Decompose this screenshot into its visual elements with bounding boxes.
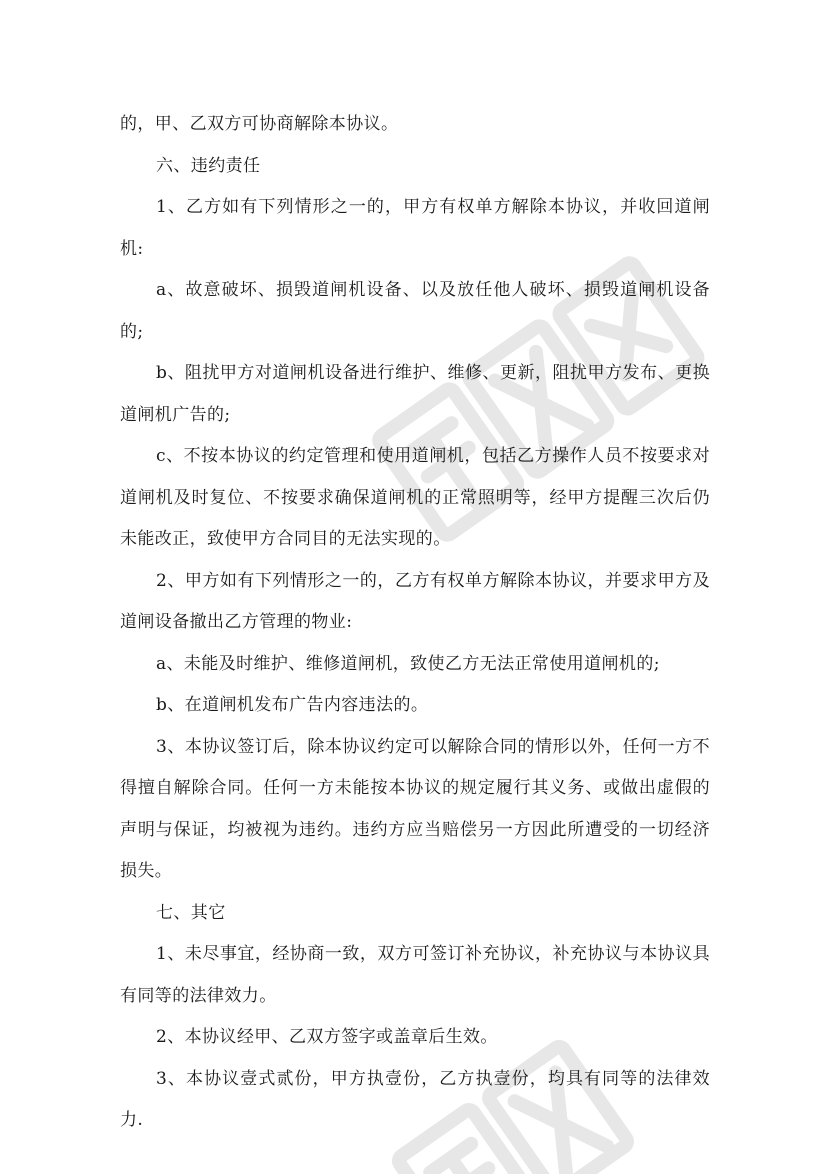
clause-2a: a、未能及时维护、维修道闸机，致使乙方无法正常使用道闸机的; [156,653,660,674]
clause-1: 1、乙方如有下列情形之一的，甲方有权单方解除本协议，并收回道闸机: [120,197,710,259]
clause-1c: c、不按本协议的约定管理和使用道闸机，包括乙方操作人员不按要求对道闸机及时复位、不按要求确保道闸机的正常照明等，经甲方提醒三次后仍未能改正，致使甲方合同目的无法实现的。 [120,446,710,549]
clause-1b: b、阻扰甲方对道闸机设备进行维护、维修、更新，阻扰甲方发布、更换道闸机广告的; [120,363,710,425]
other-clause-1: 1、未尽事宜，经协商一致，双方可签订补充协议，补充协议与本协议具有同等的法律效力。 [120,944,710,1006]
document-body [120,104,710,1142]
section-heading-breach-liability: 六、违约责任 [156,155,261,176]
clause-2b: b、在道闸机发布广告内容违法的。 [156,695,429,715]
clause-3: 3、本协议签订后，除本协议约定可以解除合同的情形以外，任何一方不得擅自解除合同。任何一方未能按本协议的规定履行其义务、或做出虚假的声明与保证，均被视为违约。违约方应当赔偿另一方因此所遭受的一切经济损失。 [120,736,710,881]
clause-1a: a、故意破坏、损毁道闸机设备、以及放任他人破坏、损毁道闸机设备的; [120,280,710,342]
section-heading-other: 七、其它 [156,902,226,923]
other-clause-2: 2、本协议经甲、乙双方签字或盖章后生效。 [156,1027,498,1047]
clause-2: 2、甲方如有下列情形之一的，乙方有权单方解除本协议，并要求甲方及道闸设备撤出乙方管理的物业: [120,570,710,632]
other-clause-3: 3、本协议壹式贰份，甲方执壹份，乙方执壹份，均具有同等的法律效力. [120,1068,710,1130]
paragraph-continuation: 的，甲、乙双方可协商解除本协议。 [120,114,399,134]
